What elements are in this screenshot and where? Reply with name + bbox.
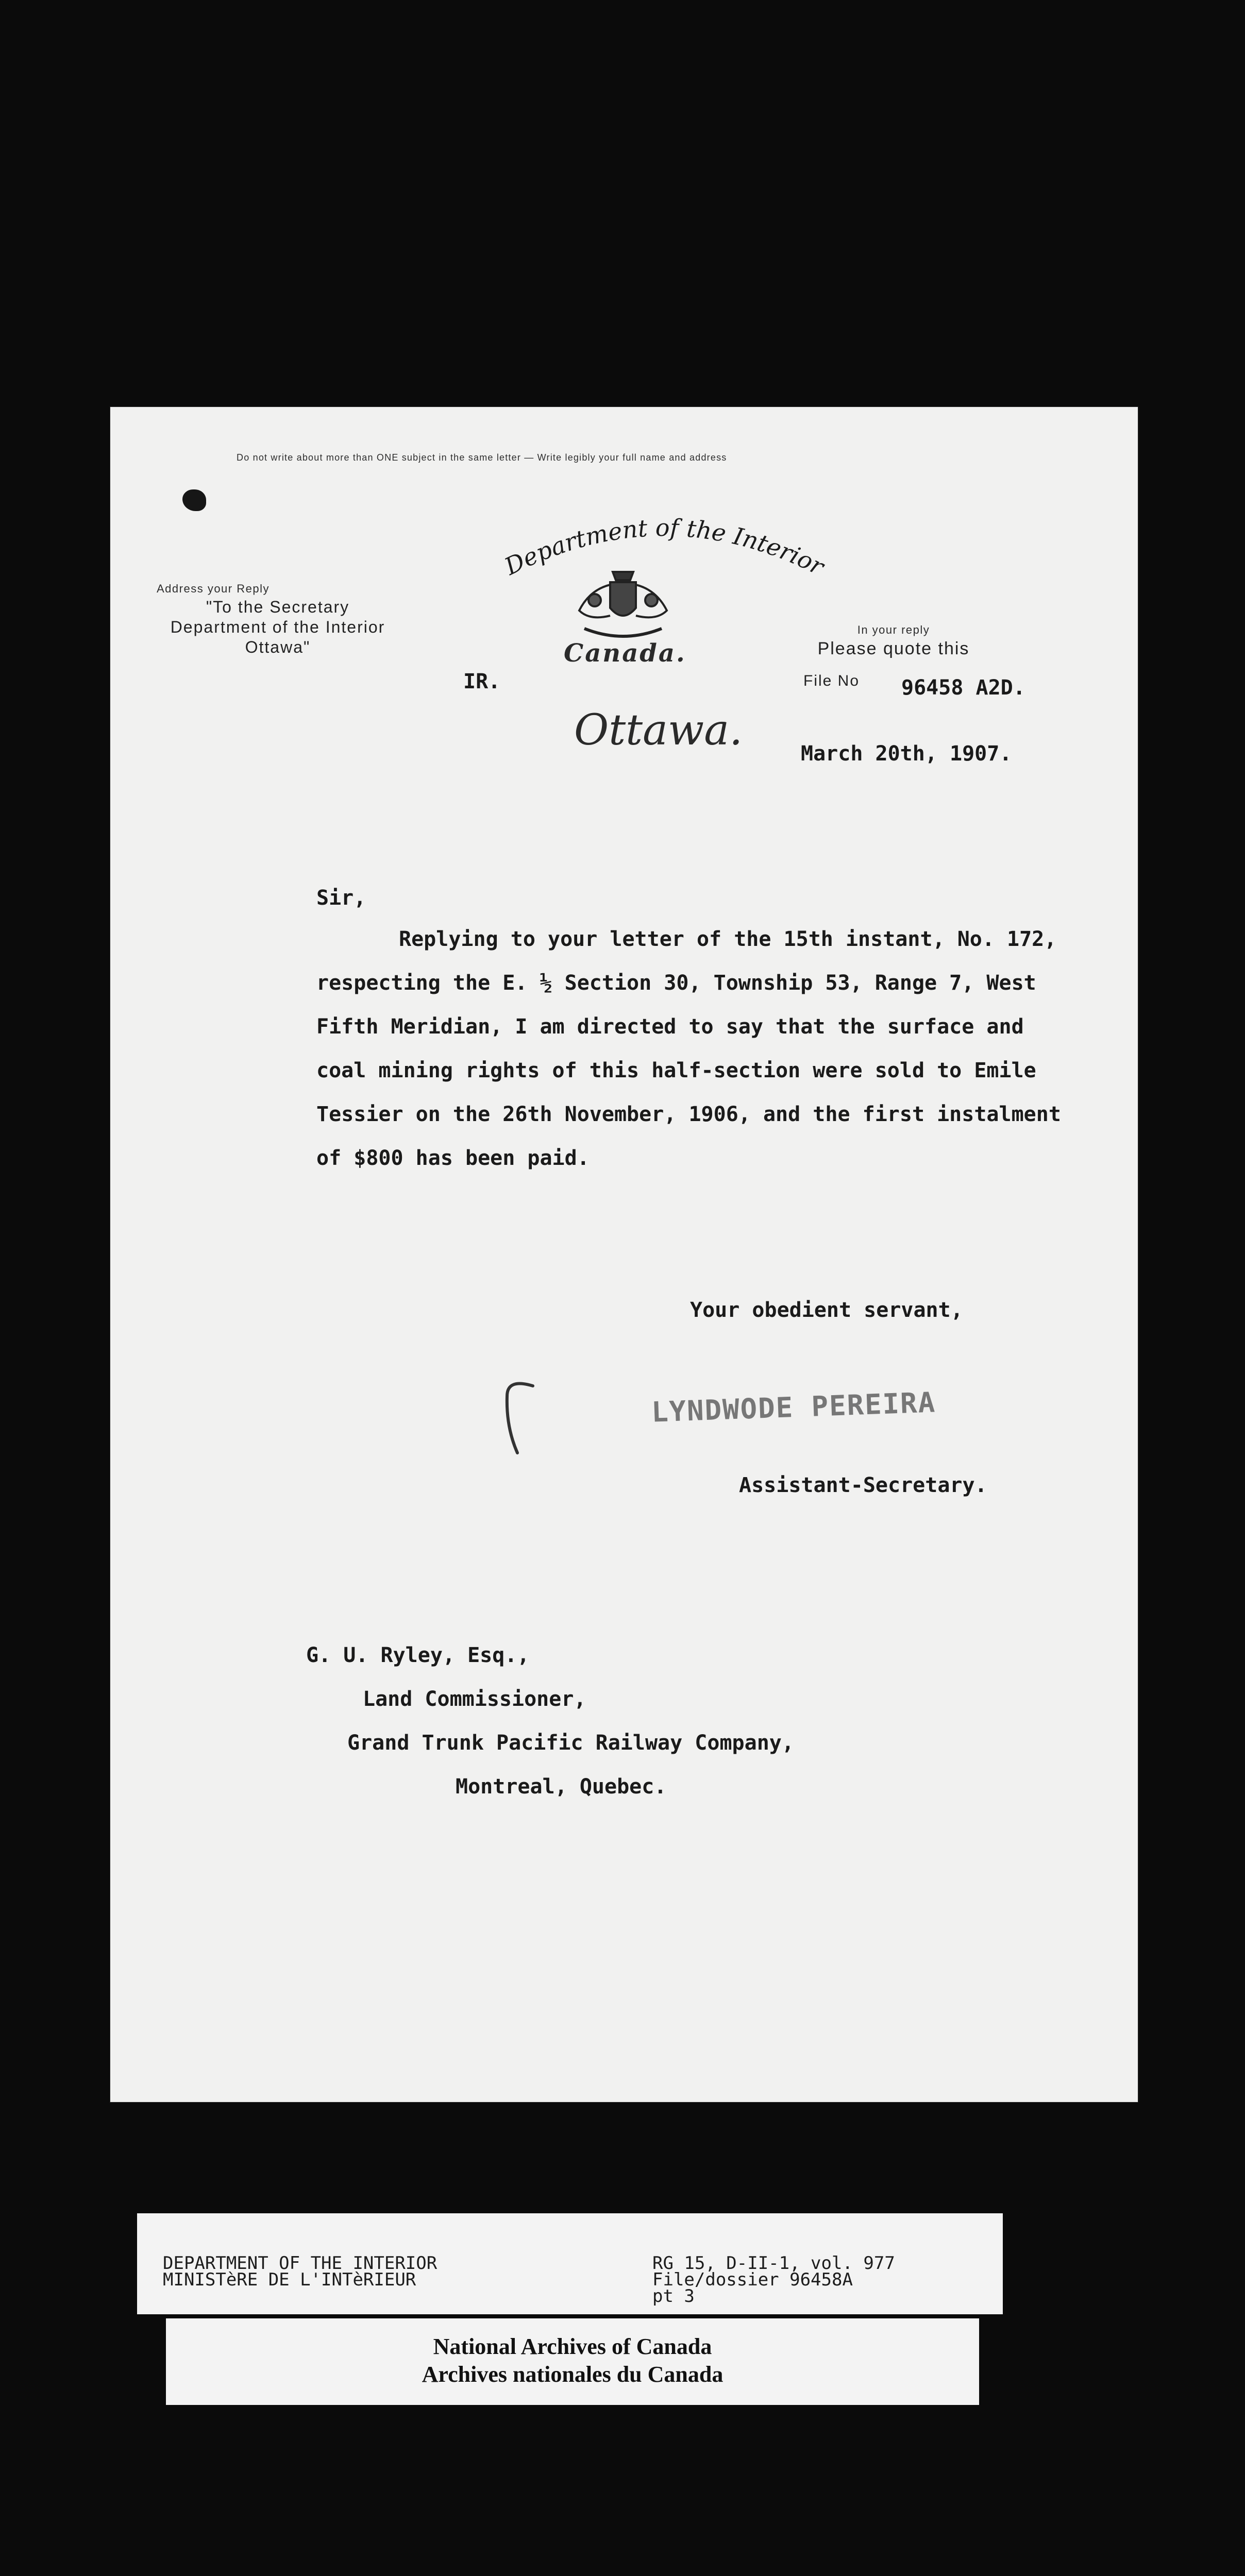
recipient-line-3: Grand Trunk Pacific Railway Company, (347, 1731, 794, 1755)
initials: IR. (463, 670, 501, 693)
quote-small: In your reply (857, 623, 930, 636)
body-line-4: coal mining rights of this half-section were sold to Emile (316, 1059, 1036, 1082)
address-reply-small: Address your Reply (157, 582, 270, 595)
quote-line1: Please quote this (817, 639, 970, 658)
department-arc-text: Department of the Interior (500, 515, 829, 581)
archives-name-label (166, 2318, 979, 2405)
body-line-5: Tessier on the 26th November, 1906, and the first instalment (316, 1103, 1061, 1126)
body-line-6: of $800 has been paid. (316, 1146, 590, 1170)
archives-en: National Archives of Canada (433, 2334, 712, 2359)
country-name: Canada. (564, 639, 686, 668)
recipient-line-1: G. U. Ryley, Esq., (306, 1643, 530, 1667)
address-reply-block (141, 582, 414, 657)
closing: Your obedient servant, (690, 1298, 963, 1322)
ink-blot (182, 489, 206, 511)
address-reply-line2: Department of the Interior (170, 618, 385, 636)
archive-ref-3: pt 3 (652, 2286, 695, 2307)
file-no-label: File No (803, 672, 860, 689)
dept-en: DEPARTMENT OF THE INTERIOR (163, 2253, 438, 2274)
dept-fr: MINISTèRE DE L'INTèRIEUR (163, 2269, 416, 2290)
letter-page (110, 407, 1138, 2102)
archives-fr: Archives nationales du Canada (422, 2362, 724, 2387)
letter-date: March 20th, 1907. (801, 742, 1012, 766)
signature-mark (492, 1376, 543, 1463)
file-number: 96458 A2D. (901, 676, 1025, 700)
recipient-line-2: Land Commissioner, (363, 1687, 586, 1711)
salutation: Sir, (316, 886, 366, 910)
body-line-3: Fifth Meridian, I am directed to say that the surface and (316, 1015, 1024, 1039)
address-reply-line1: "To the Secretary (206, 598, 350, 616)
recipient-line-4: Montreal, Quebec. (456, 1775, 667, 1799)
archive-ref-1: RG 15, D-II-1, vol. 977 (652, 2253, 895, 2274)
archive-reference-label (137, 2213, 1003, 2314)
coat-of-arms-emblem (564, 562, 682, 644)
top-notice: Do not write about more than ONE subject in the same letter — Write legibly your full name and address (237, 452, 727, 463)
address-reply-line3: Ottawa" (245, 638, 311, 656)
signatory-title: Assistant-Secretary. (739, 1473, 987, 1497)
signature-stamp: LYNDWODE PEREIRA (651, 1386, 937, 1429)
body-line-1: Replying to your letter of the 15th instant, No. 172, (399, 927, 1057, 951)
body-line-2: respecting the E. ½ Section 30, Township 53, Range 7, West (316, 971, 1036, 995)
archive-ref-2: File/dossier 96458A (652, 2269, 853, 2290)
city-name: Ottawa. (574, 706, 743, 755)
quote-block (760, 623, 1028, 659)
